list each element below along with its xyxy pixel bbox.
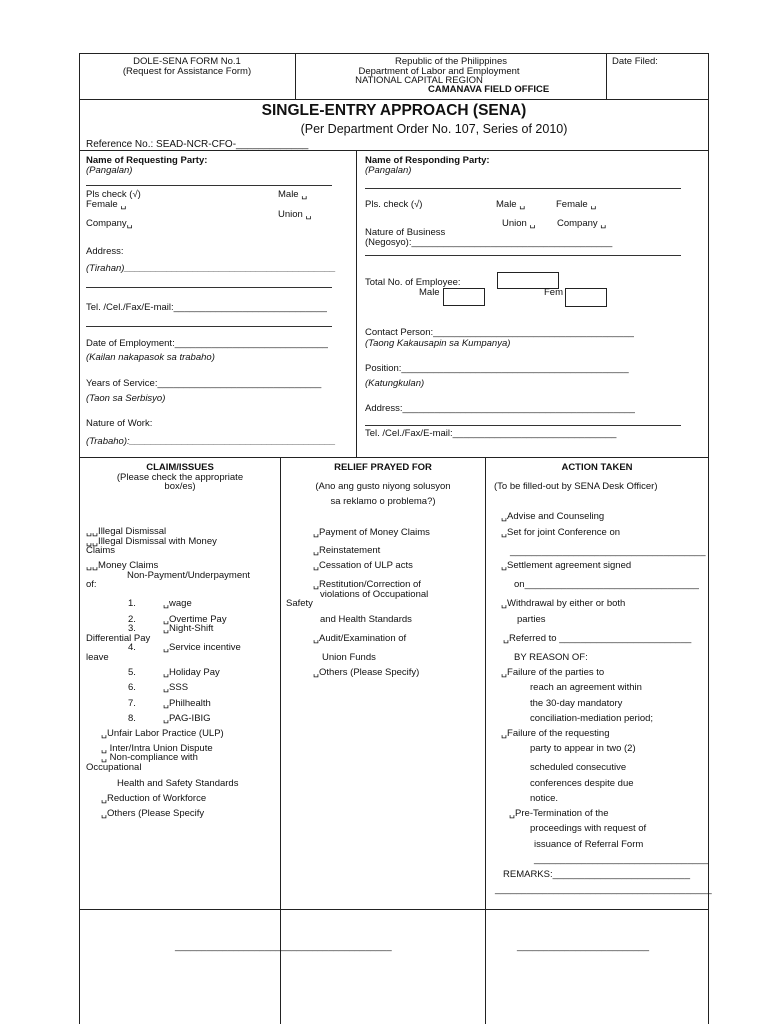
- requesting-male-checkbox[interactable]: Male ␣: [278, 189, 308, 200]
- reference-number[interactable]: Reference No.: SEAD-NCR-CFO-_____________: [86, 139, 309, 150]
- relief-instruction-2: sa reklamo o problema?): [330, 496, 436, 507]
- claims-col-divider-2: [485, 457, 486, 1024]
- signature-divider: [79, 909, 709, 910]
- claim-num-8: 8.: [128, 713, 136, 724]
- date-filed-label: Date Filed:: [612, 56, 658, 67]
- action-conference-date-field[interactable]: _____________________________________: [510, 546, 706, 557]
- claim-night-shift[interactable]: ␣Night-Shift: [163, 623, 214, 634]
- claim-philhealth[interactable]: ␣Philhealth: [163, 698, 211, 709]
- claim-num-3: 3.: [128, 623, 136, 634]
- responding-female-checkbox[interactable]: Female ␣: [556, 199, 597, 210]
- action-proceedings-label: proceedings with request of: [530, 823, 647, 834]
- action-heading: ACTION TAKEN: [561, 462, 633, 473]
- header-col-divider-2: [606, 53, 607, 99]
- responding-taong-label: (Taong Kakausapin sa Kumpanya): [365, 338, 511, 349]
- female-count-box[interactable]: [565, 288, 607, 307]
- requesting-party-heading: Name of Requesting Party:: [86, 155, 208, 166]
- page-title: SINGLE-ENTRY APPROACH (SENA): [261, 102, 527, 119]
- requesting-nature-label: Nature of Work:: [86, 418, 153, 429]
- requesting-company-checkbox[interactable]: Company␣: [86, 218, 133, 229]
- title-divider: [79, 150, 709, 151]
- requesting-address-line-2[interactable]: [86, 287, 332, 288]
- action-party-appear-label: party to appear in two (2): [530, 743, 636, 754]
- requesting-tel-line-2[interactable]: [86, 326, 332, 327]
- claim-reduction-workforce[interactable]: ␣Reduction of Workforce: [101, 793, 207, 804]
- responding-pangalan: (Pangalan): [365, 165, 412, 176]
- claim-nonpayment-label: Non-Payment/Underpayment: [127, 570, 251, 581]
- responding-union-checkbox[interactable]: Union ␣: [502, 218, 536, 229]
- region-label: NATIONAL CAPITAL REGION: [355, 75, 483, 86]
- male-count-box[interactable]: [443, 288, 485, 306]
- signature-line-left[interactable]: _________________________________________: [175, 941, 392, 952]
- claim-money-claims[interactable]: ␣␣Money Claims: [86, 560, 159, 571]
- responding-position-field[interactable]: Position:___________________________________________: [365, 363, 629, 374]
- female-count-label: Fem: [544, 287, 563, 298]
- action-failure-requesting[interactable]: ␣Failure of the requesting: [501, 728, 610, 739]
- requesting-trabaho-field[interactable]: (Trabaho):_______________________________________: [86, 436, 336, 447]
- parties-divider: [79, 457, 709, 458]
- action-remarks-line-2[interactable]: _________________________________________: [495, 884, 712, 895]
- claim-ulp[interactable]: ␣Unfair Labor Practice (ULP): [101, 728, 224, 739]
- requesting-name-field[interactable]: [86, 185, 332, 186]
- action-conciliation-label: conciliation-mediation period;: [530, 713, 654, 724]
- form-border-left: [79, 53, 80, 1024]
- relief-payment-money-claims[interactable]: ␣Payment of Money Claims: [313, 527, 430, 538]
- requesting-taon-label: (Taon sa Serbisyo): [86, 393, 166, 404]
- claim-health-safety-label: Health and Safety Standards: [117, 778, 239, 789]
- relief-union-funds-label: Union Funds: [322, 652, 376, 663]
- action-referral-field[interactable]: _________________________________: [534, 854, 709, 865]
- claim-illegal-dismissal[interactable]: ␣␣Illegal Dismissal: [86, 526, 167, 537]
- claim-occupational-label: Occupational: [86, 762, 142, 773]
- action-conferences-label: conferences despite due: [530, 778, 634, 789]
- requesting-address-label: Address:: [86, 246, 124, 257]
- responding-contact-field[interactable]: Contact Person:______________________________________: [365, 327, 634, 338]
- relief-instruction-1: (Ano ang gusto niyong solusyon: [315, 481, 451, 492]
- claim-illegal-dismissal-money[interactable]: ␣␣Illegal Dismissal with Money: [86, 536, 217, 547]
- parties-col-divider: [356, 150, 357, 457]
- relief-safety-label: Safety: [286, 598, 313, 609]
- action-withdrawal[interactable]: ␣Withdrawal by either or both: [501, 598, 626, 609]
- male-count-label: Male: [419, 287, 440, 298]
- responding-katungkulan-label: (Katungkulan): [365, 378, 425, 389]
- claim-of-label: of:: [86, 579, 97, 590]
- action-settlement-date-field[interactable]: on_________________________________: [514, 579, 699, 590]
- claim-wage[interactable]: ␣wage: [163, 598, 192, 609]
- relief-reinstatement[interactable]: ␣Reinstatement: [313, 545, 381, 556]
- requesting-date-employment-field[interactable]: Date of Employment:_____________________________: [86, 338, 328, 349]
- action-by-reason-label: BY REASON OF:: [514, 652, 588, 663]
- responding-nature-line-2[interactable]: [365, 255, 681, 256]
- action-scheduled-label: scheduled consecutive: [530, 762, 627, 773]
- claims-heading: CLAIM/ISSUES: [146, 462, 214, 473]
- requesting-tel-field[interactable]: Tel. /Cel./Fax/E-mail:_____________________________: [86, 302, 327, 313]
- relief-heading: RELIEF PRAYED FOR: [334, 462, 432, 473]
- action-settlement-signed[interactable]: ␣Settlement agreement signed: [501, 560, 632, 571]
- action-advise-counseling[interactable]: ␣Advise and Counseling: [501, 511, 605, 522]
- action-reach-label: reach an agreement within: [530, 682, 642, 693]
- claims-instruction-1: (Please check the appropriate: [116, 472, 244, 483]
- claim-num-6: 6.: [128, 682, 136, 693]
- claim-overtime[interactable]: ␣Overtime Pay: [163, 614, 227, 625]
- requesting-tirahan-field[interactable]: (Tirahan)________________________________________: [86, 263, 336, 274]
- requesting-kailan-label: (Kailan nakapasok sa trabaho): [86, 352, 215, 363]
- responding-party-heading: Name of Responding Party:: [365, 155, 490, 166]
- responding-company-checkbox[interactable]: Company ␣: [557, 218, 607, 229]
- requesting-years-field[interactable]: Years of Service:_______________________________: [86, 378, 322, 389]
- action-failure-parties[interactable]: ␣Failure of the parties to: [501, 667, 605, 678]
- responding-address-line-2[interactable]: [365, 425, 681, 426]
- responding-total-employee-label: Total No. of Employee:: [365, 277, 461, 288]
- header-divider: [79, 99, 709, 100]
- responding-nature-label: Nature of Business: [365, 227, 446, 238]
- claims-col-divider-1: [280, 457, 281, 1024]
- page-subtitle: (Per Department Order No. 107, Series of 2010): [300, 122, 568, 136]
- action-pretermination[interactable]: ␣Pre-Termination of the: [509, 808, 609, 819]
- responding-name-field[interactable]: [365, 188, 681, 189]
- form-border-top: [79, 53, 709, 54]
- claim-num-4: 4.: [128, 642, 136, 653]
- claim-num-1: 1.: [128, 598, 136, 609]
- claim-pagibig[interactable]: ␣PAG-IBIG: [163, 713, 211, 724]
- claim-num-2: 2.: [128, 614, 136, 625]
- action-parties-label: parties: [517, 614, 546, 625]
- action-remarks-field[interactable]: REMARKS:__________________________: [503, 869, 690, 880]
- requesting-pls-check: Pls check (√): [86, 189, 141, 200]
- action-joint-conference[interactable]: ␣Set for joint Conference on: [501, 527, 621, 538]
- claim-others[interactable]: ␣Others (Please Specify: [101, 808, 205, 819]
- action-issuance-label: issuance of Referral Form: [534, 839, 644, 850]
- responding-tel-field[interactable]: Tel. /Cel./Fax/E-mail:_______________________________: [365, 428, 617, 439]
- department-label: Department of Labor and Employment: [358, 66, 520, 77]
- responding-male-checkbox[interactable]: Male ␣: [496, 199, 526, 210]
- claim-holiday-pay[interactable]: ␣Holiday Pay: [163, 667, 220, 678]
- claim-inter-intra-union[interactable]: ␣ Inter/Intra Union Dispute: [101, 743, 213, 754]
- requesting-pangalan: (Pangalan): [86, 165, 133, 176]
- claim-noncompliance[interactable]: ␣ Non-compliance with: [101, 752, 198, 763]
- claim-num-7: 7.: [128, 698, 136, 709]
- claim-leave-label: leave: [86, 652, 109, 663]
- form-subtitle: (Request for Assistance Form): [122, 66, 252, 77]
- signature-line-right[interactable]: _________________________: [517, 941, 650, 952]
- responding-negosyo-field[interactable]: (Negosyo):______________________________________: [365, 237, 613, 248]
- claim-sss[interactable]: ␣SSS: [163, 682, 189, 693]
- relief-audit[interactable]: ␣Audit/Examination of: [313, 633, 407, 644]
- requesting-union-checkbox[interactable]: Union ␣: [278, 209, 312, 220]
- office-label: CAMANAVA FIELD OFFICE: [428, 84, 550, 95]
- action-instruction: (To be filled-out by SENA Desk Officer): [494, 481, 658, 492]
- action-referred-to[interactable]: ␣Referred to _________________________: [503, 633, 692, 644]
- claims-instruction-2: box/es): [164, 481, 196, 492]
- responding-address-field[interactable]: Address:____________________________________________: [365, 403, 635, 414]
- requesting-female-checkbox[interactable]: Female ␣: [86, 199, 127, 210]
- relief-restitution[interactable]: ␣Restitution/Correction of: [313, 579, 421, 590]
- republic-label: Republic of the Philippines: [395, 56, 507, 67]
- form-number: DOLE-SENA FORM No.1: [133, 56, 241, 67]
- action-thirty-day-label: the 30-day mandatory: [530, 698, 623, 709]
- claim-service-incentive[interactable]: ␣Service incentive: [163, 642, 241, 653]
- form-border-right: [708, 53, 709, 1024]
- relief-cessation-ulp[interactable]: ␣Cessation of ULP acts: [313, 560, 413, 571]
- responding-pls-check: Pls. check (√): [365, 199, 423, 210]
- claim-num-5: 5.: [128, 667, 136, 678]
- claim-differential-label: Differential Pay: [86, 633, 151, 644]
- action-notice-label: notice.: [530, 793, 558, 804]
- relief-others[interactable]: ␣Others (Please Specify): [313, 667, 420, 678]
- claim-claims-word: Claims: [86, 545, 116, 556]
- relief-health-label: and Health Standards: [320, 614, 412, 625]
- relief-violations-label: violations of Occupational: [320, 589, 429, 600]
